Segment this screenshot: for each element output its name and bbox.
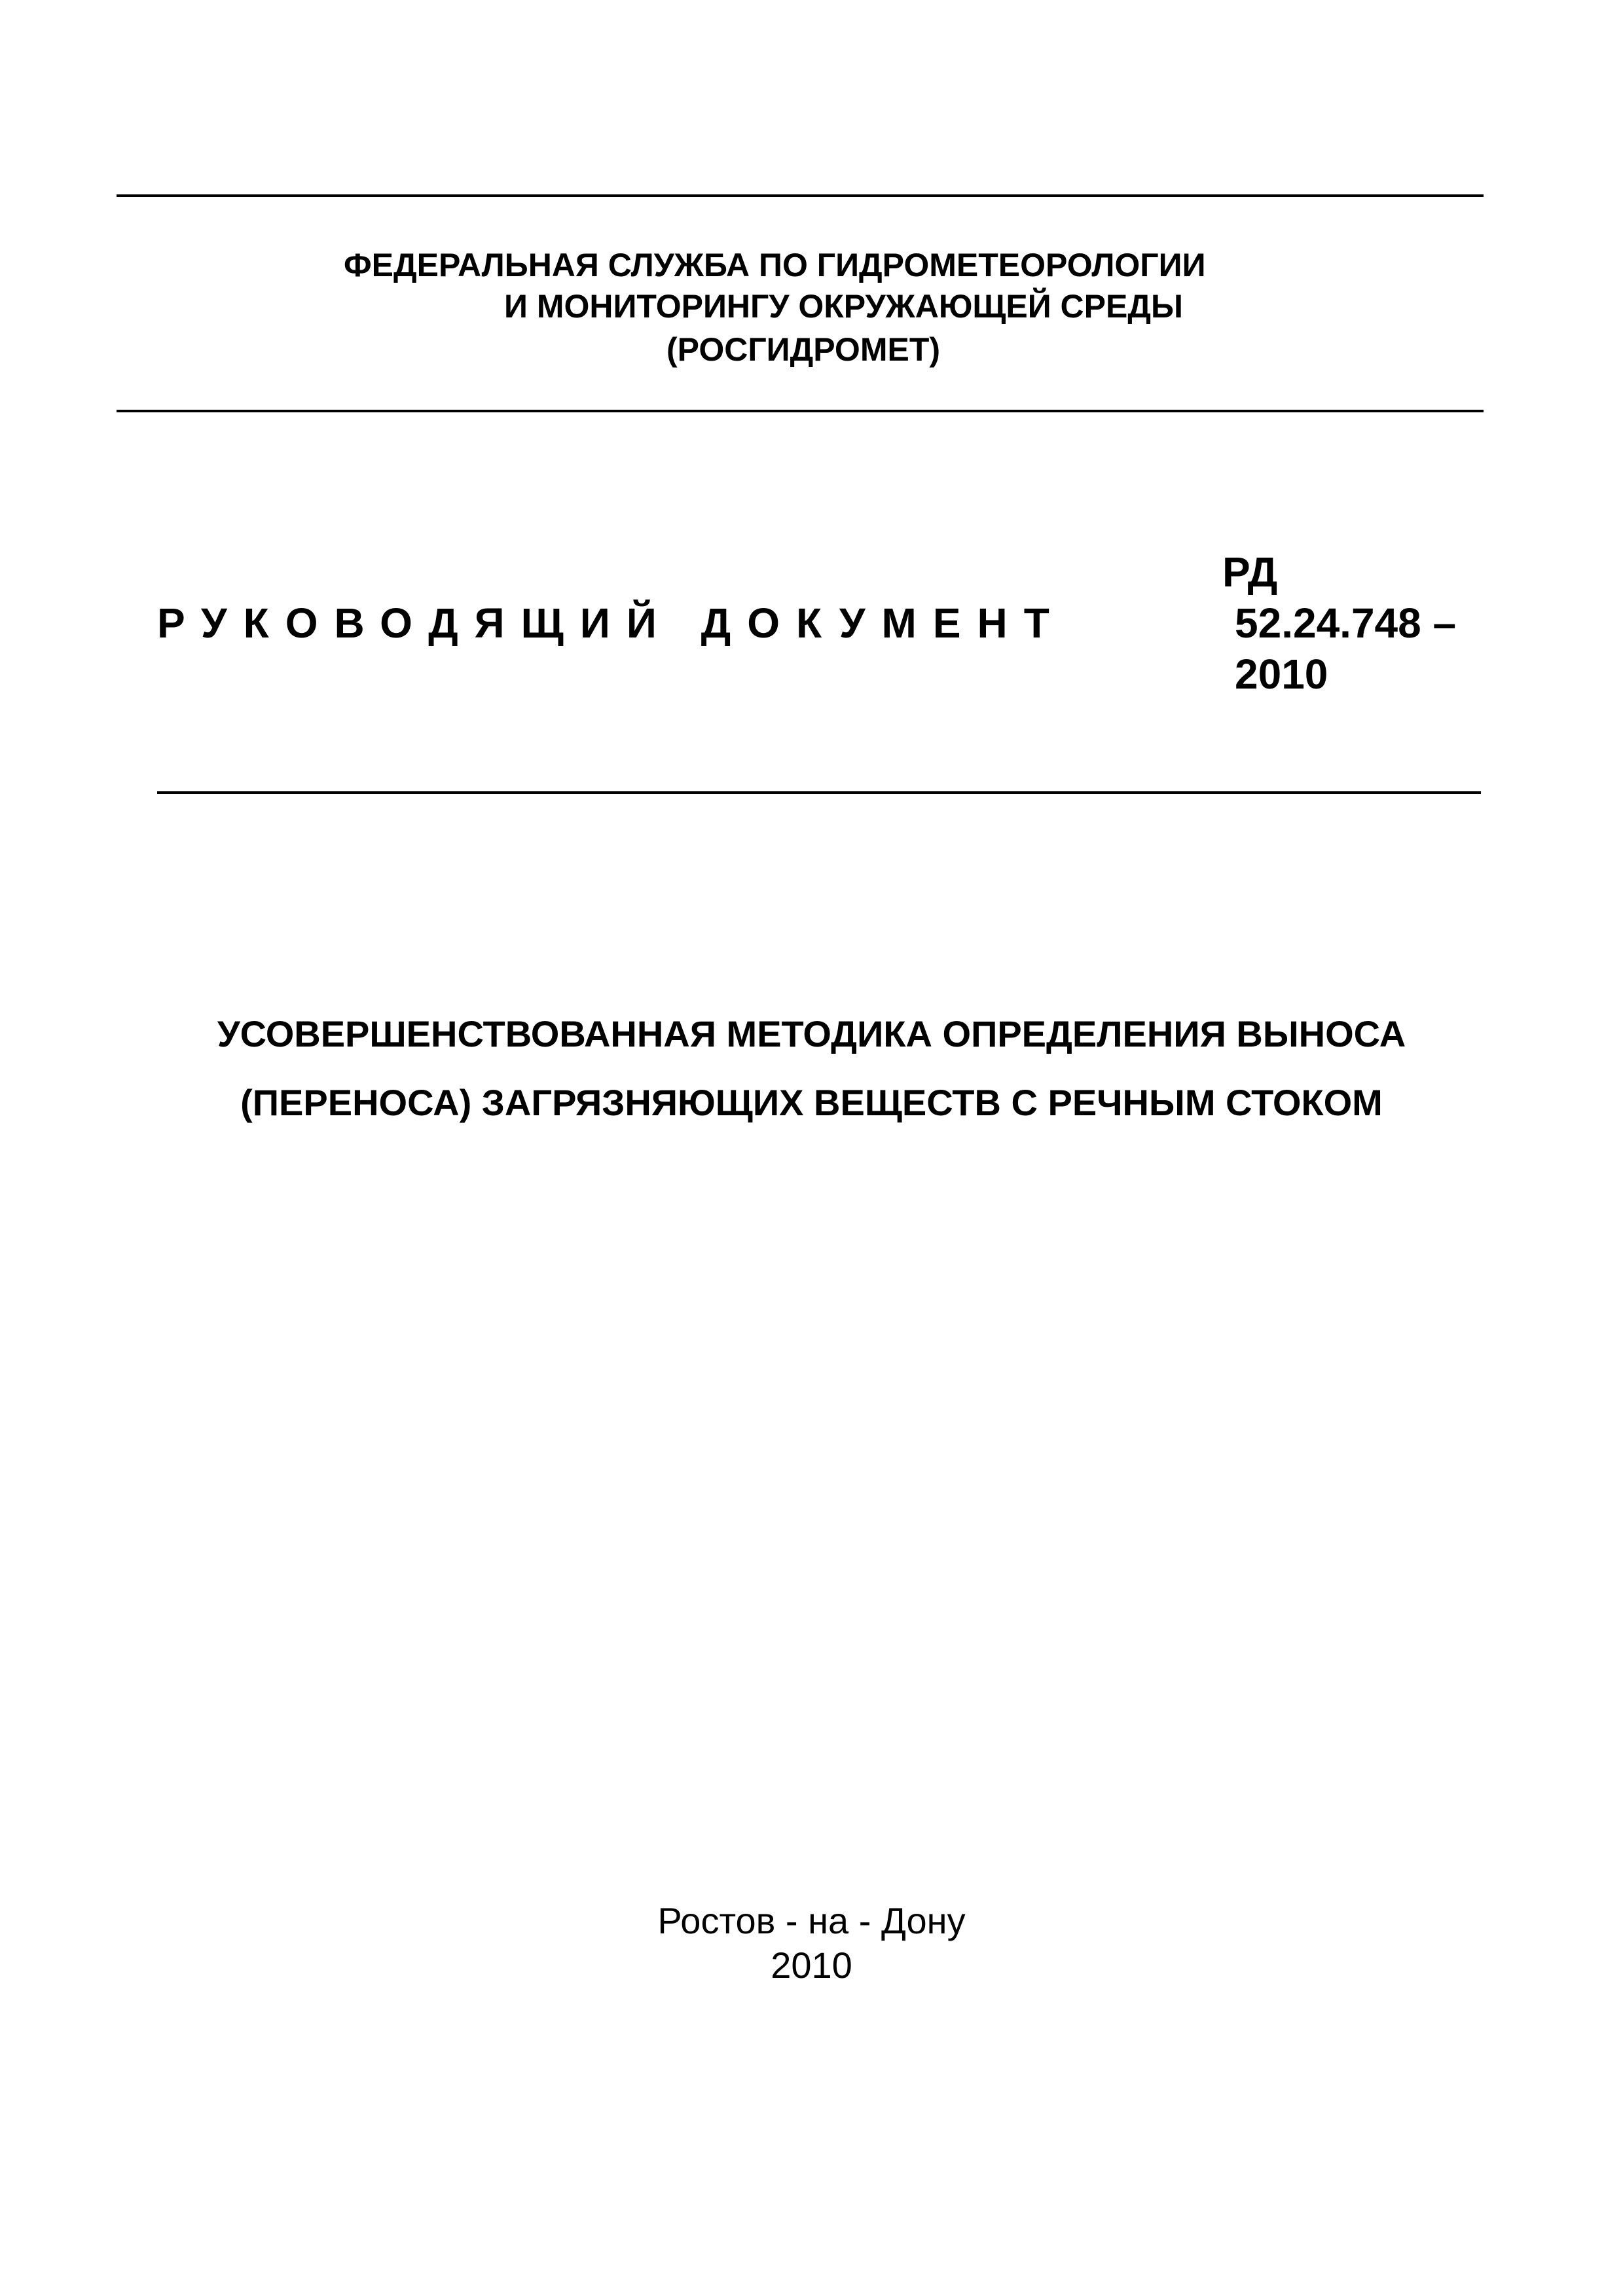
document-title-line-1: УСОВЕРШЕНСТВОВАННАЯ МЕТОДИКА ОПРЕДЕЛЕНИЯ ВЫНОСА (217, 1013, 1406, 1054)
publication-city: Ростов - на - Дону (657, 1900, 966, 1941)
document-code-prefix: РД (1222, 548, 1278, 596)
document-title-line-2: (ПЕРЕНОСА) ЗАГРЯЗНЯЮЩИХ ВЕЩЕСТВ С РЕЧНЫМ СТОКОМ (240, 1082, 1383, 1123)
top-rule (117, 194, 1484, 197)
document-type: РУКОВОДЯЩИЙ ДОКУМЕНТ (157, 600, 1066, 647)
agency-abbreviation: (РОСГИДРОМЕТ) (666, 331, 941, 368)
publication-year: 2010 (771, 1945, 852, 1986)
header-bottom-rule (117, 410, 1484, 412)
doc-type-rule (157, 791, 1481, 794)
agency-name-line-1: ФЕДЕРАЛЬНАЯ СЛУЖБА ПО ГИДРОМЕТЕОРОЛОГИИ (344, 247, 1206, 283)
agency-name-line-2: И МОНИТОРИНГУ ОКРУЖАЮЩЕЙ СРЕДЫ (504, 288, 1183, 325)
document-code-year: 2010 (1235, 651, 1328, 698)
document-code-number: 52.24.748 – (1235, 600, 1457, 647)
